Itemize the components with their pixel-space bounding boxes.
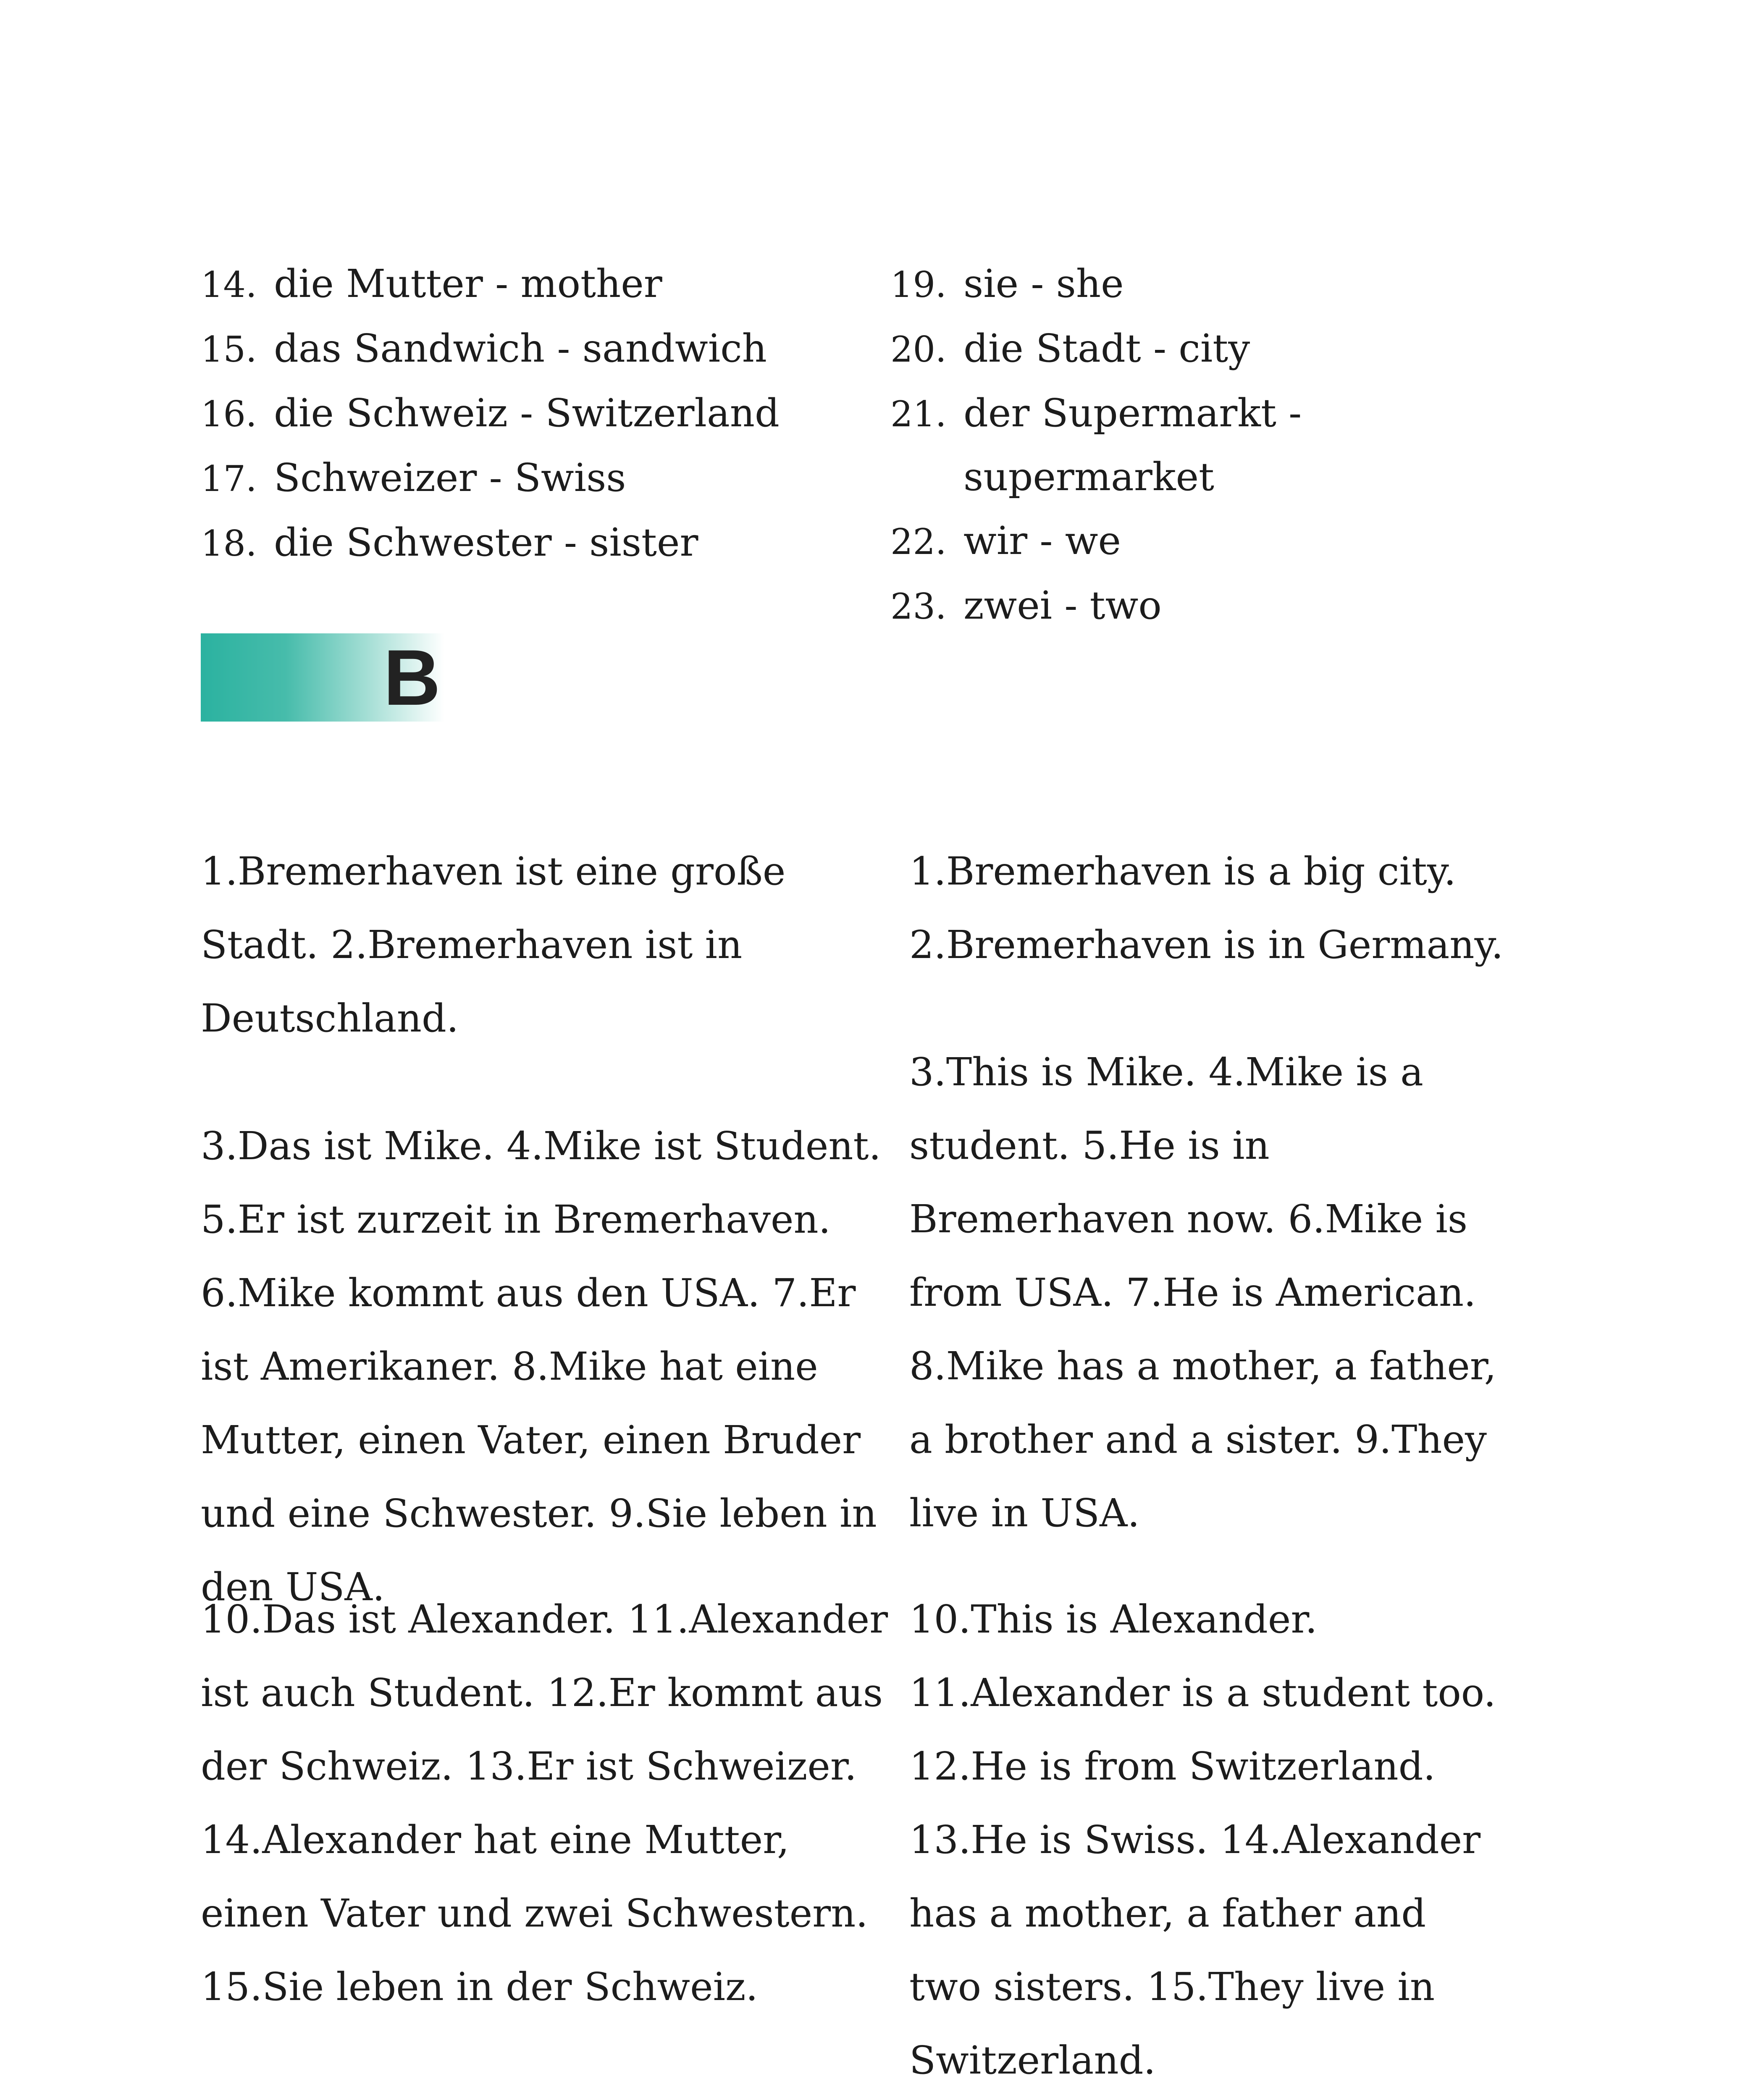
german-paragraph: 1.Bremerhaven ist eine große Stadt. 2.Bremerhaven ist in Deutschland. — [201, 849, 786, 1041]
vocabulary-item — [201, 252, 856, 317]
vocabulary-number: 21. — [890, 394, 947, 435]
vocabulary-list-left — [201, 252, 856, 575]
vocabulary-number: 18. — [201, 523, 257, 564]
english-paragraph: 10.This is Alexander. 11.Alexander is a student too. 12.He is from Switzerland. 13.He is Swiss. 14.Alexander has a mother, a father and two sisters. 15.They live in Switzerland. — [909, 1597, 1496, 2083]
vocabulary-entry: das Sandwich - sandwich — [274, 326, 767, 371]
vocabulary-item — [890, 574, 1478, 638]
section-header — [201, 633, 444, 722]
vocabulary-item — [890, 509, 1478, 574]
vocabulary-item — [201, 511, 856, 575]
vocabulary-entry: die Schwester - sister — [274, 520, 698, 565]
vocabulary-number: 14. — [201, 264, 257, 305]
vocabulary-item — [201, 317, 856, 381]
vocabulary-number: 16. — [201, 394, 257, 435]
vocabulary-number: 15. — [201, 329, 257, 370]
vocabulary-entry: der Supermarkt - supermarket — [963, 391, 1302, 499]
vocabulary-item — [890, 252, 1478, 317]
vocabulary-entry: die Stadt - city — [963, 326, 1250, 371]
vocabulary-entry: zwei - two — [963, 583, 1162, 628]
vocabulary-item — [201, 446, 856, 511]
section-letter: B — [383, 633, 441, 722]
vocabulary-entry: die Schweiz - Switzerland — [274, 391, 780, 436]
german-paragraph: 10.Das ist Alexander. 11.Alexander ist auch Student. 12.Er kommt aus der Schweiz. 13.Er ist Schweizer. 14.Alexander hat eine Mutter, einen Vater und zwei Schwestern. 15.Sie leben in der Schweiz. — [201, 1597, 888, 2009]
vocabulary-number: 19. — [890, 264, 947, 305]
vocabulary-item — [890, 381, 1478, 509]
vocabulary-number: 20. — [890, 329, 947, 370]
english-paragraph: 1.Bremerhaven is a big city. 2.Bremerhaven is in Germany. — [909, 849, 1504, 967]
german-paragraph: 3.Das ist Mike. 4.Mike ist Student. 5.Er ist zurzeit in Bremerhaven. 6.Mike kommt aus den USA. 7.Er ist Amerikaner. 8.Mike hat eine Mutter, einen Vater, einen Bruder und eine Schwester. 9.Sie leben in den USA. — [201, 1124, 881, 1609]
vocabulary-entry: Schweizer - Swiss — [274, 455, 626, 500]
vocabulary-entry: wir - we — [963, 518, 1121, 563]
vocabulary-number: 17. — [201, 458, 257, 499]
vocabulary-entry: die Mutter - mother — [274, 261, 662, 306]
vocabulary-item — [201, 381, 856, 446]
english-paragraph: 3.This is Mike. 4.Mike is a student. 5.He is in Bremerhaven now. 6.Mike is from USA. 7.He is American. 8.Mike has a mother, a father, a brother and a sister. 9.They live in USA. — [909, 1050, 1496, 1536]
vocabulary-number: 22. — [890, 521, 947, 562]
vocabulary-number: 23. — [890, 586, 947, 627]
vocabulary-item — [890, 317, 1478, 381]
vocabulary-list-right — [890, 252, 1478, 638]
vocabulary-entry: sie - she — [963, 261, 1124, 306]
